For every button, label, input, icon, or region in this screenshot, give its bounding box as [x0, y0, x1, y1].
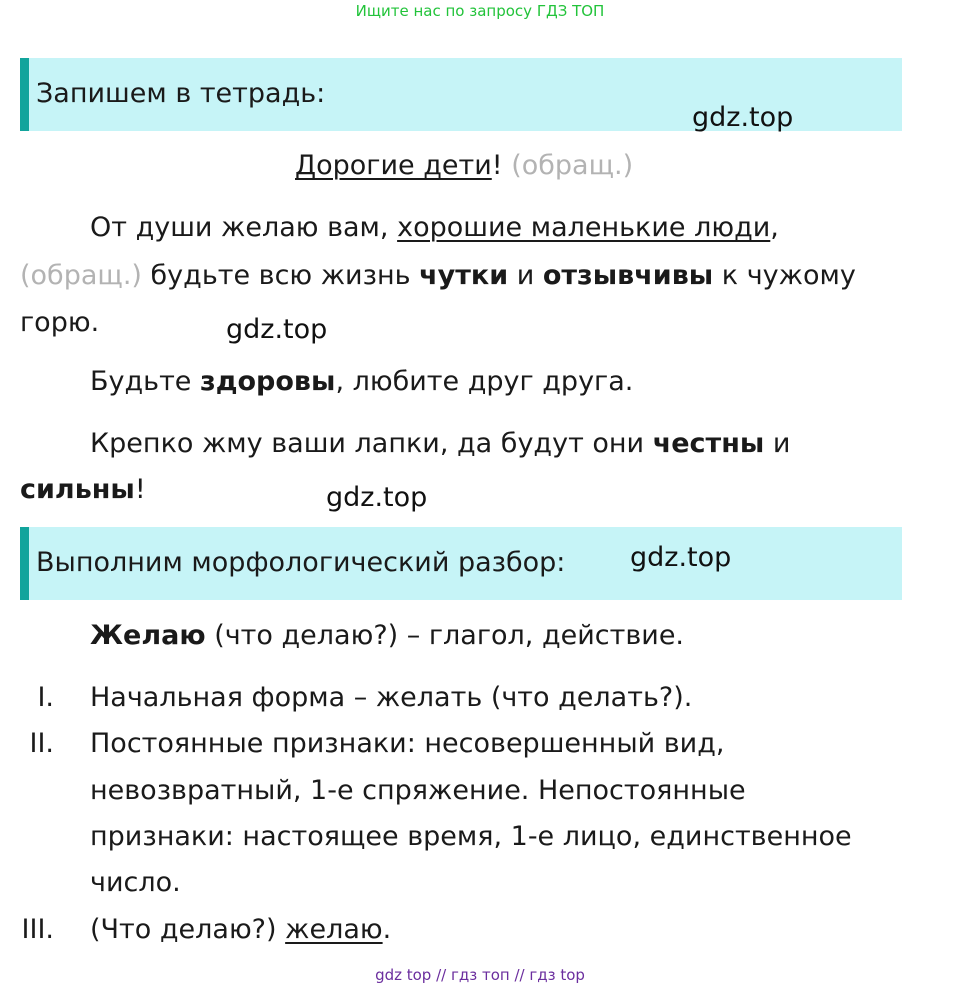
bold-word: чутки — [419, 260, 509, 291]
greeting-line: Дорогие дети! (обращ.) — [295, 150, 634, 181]
footer: gdz top // гдз топ // гдз top — [375, 966, 585, 984]
list-item: (Что делаю?) желаю. — [90, 914, 392, 945]
section-banner-analysis — [20, 527, 902, 600]
list-item-cont: признаки: настоящее время, 1-е лицо, единственное — [90, 821, 852, 852]
bold-word: отзывчивы — [542, 260, 714, 291]
watermark: gdz.top — [226, 314, 328, 345]
list-item: Начальная форма – желать (что делать?). — [90, 682, 693, 713]
watermark: gdz.top — [692, 102, 794, 133]
list-item: Постоянные признаки: несовершенный вид, — [90, 728, 725, 759]
greeting: Дорогие дети — [295, 150, 492, 181]
paragraph-2: Будьте здоровы, любите друг друга. — [90, 366, 634, 397]
paragraph-3-line-2: сильны! — [20, 474, 146, 505]
list-item-cont: число. — [90, 867, 181, 898]
list-number: I. — [37, 682, 54, 713]
section-title: Запишем в тетрадь: — [36, 78, 326, 109]
address-phrase: хорошие маленькие люди — [397, 212, 771, 243]
list-number: III. — [21, 914, 54, 945]
section-title: Выполним морфологический разбор: — [36, 547, 566, 578]
paragraph-1-line-1: От души желаю вам, хорошие маленькие люди, — [90, 212, 779, 243]
watermark: gdz.top — [326, 482, 428, 513]
top-note: Ищите нас по запросу ГДЗ ТОП — [355, 2, 605, 20]
watermark: gdz.top — [630, 542, 732, 573]
paragraph-1-line-3: горю. — [20, 307, 100, 338]
list-item-cont: невозвратный, 1-е спряжение. Непостоянные — [90, 775, 746, 806]
analysis-intro: Желаю (что делаю?) – глагол, действие. — [90, 620, 685, 651]
underlined-predicate: желаю — [285, 914, 383, 945]
address-note: (обращ.) — [20, 260, 142, 291]
paragraph-1-line-2: (обращ.) будьте всю жизнь чутки и отзывчивы к чужому — [20, 260, 856, 291]
address-note: (обращ.) — [511, 150, 634, 181]
bold-word: здоровы — [200, 366, 336, 397]
paragraph-3-line-1: Крепко жму ваши лапки, да будут они честны и — [90, 428, 791, 459]
bold-word: сильны — [20, 474, 135, 505]
list-number: II. — [29, 728, 54, 759]
analyzed-word: Желаю — [90, 620, 206, 651]
bold-word: честны — [652, 428, 765, 459]
